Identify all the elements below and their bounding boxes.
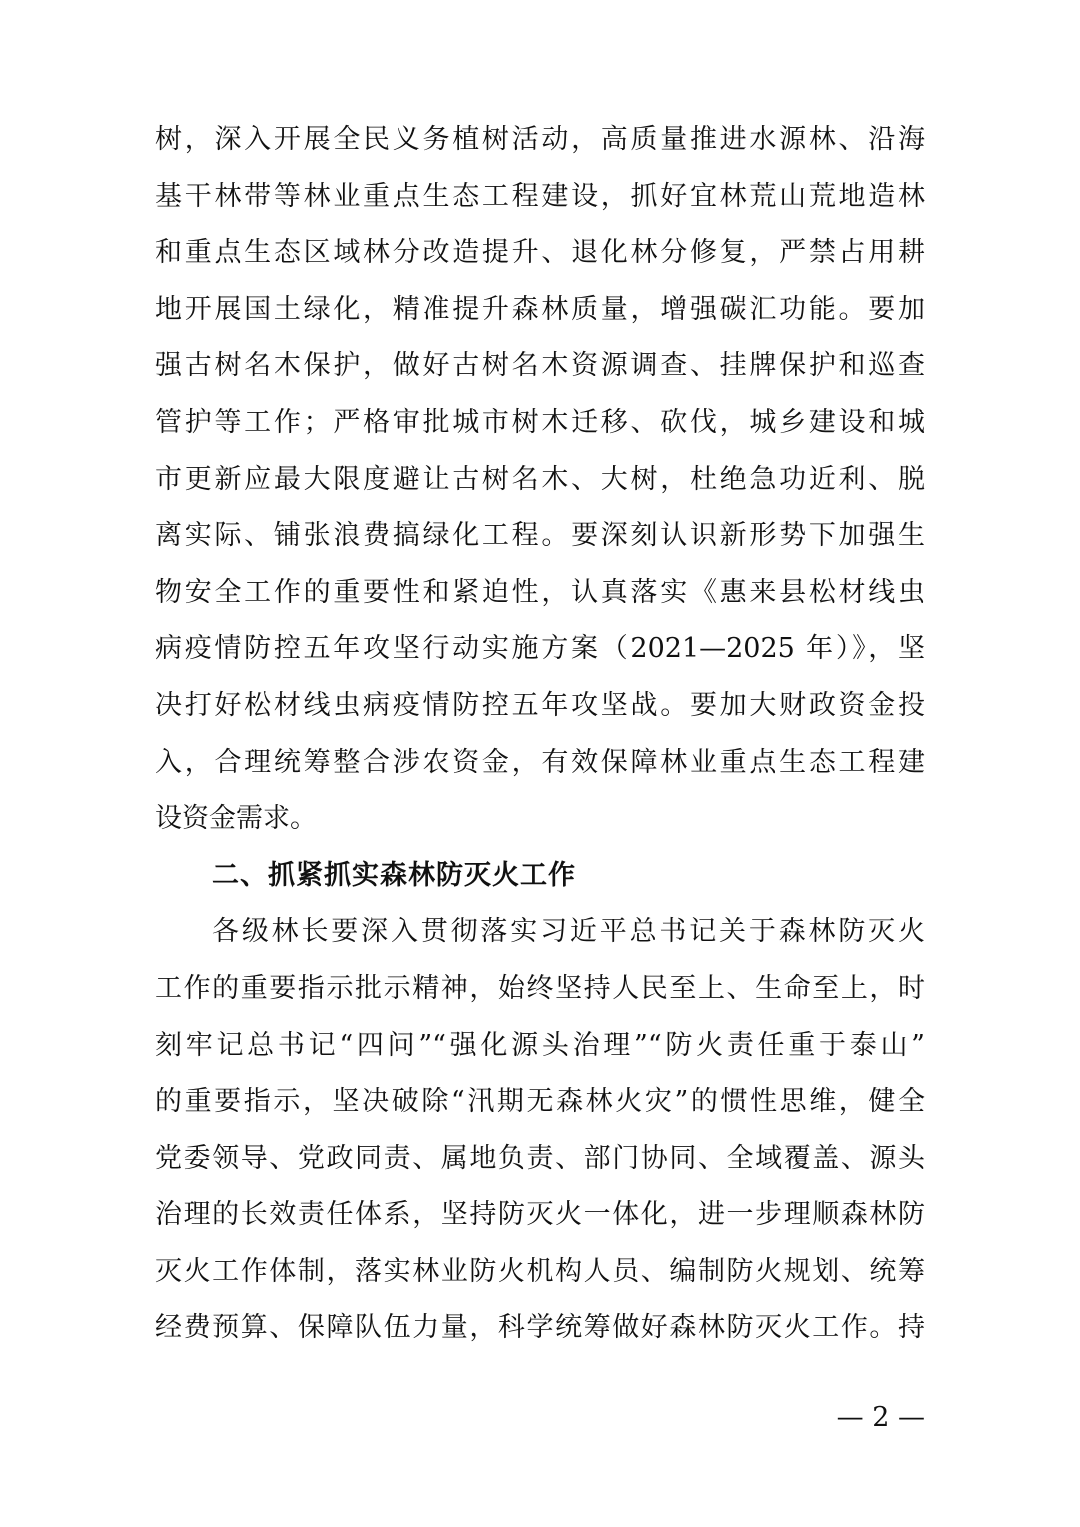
paragraph-1-line: 和重点生态区域林分改造提升、退化林分修复，严禁占用耕 bbox=[155, 237, 925, 269]
paragraph-2-line: 工作的重要指示批示精神，始终坚持人民至上、生命至上，时 bbox=[155, 972, 925, 1004]
paragraph-2-line: 的重要指示，坚决破除“汛期无森林火灾”的惯性思维，健全 bbox=[155, 1086, 925, 1118]
paragraph-2-line: 治理的长效责任体系，坚持防灭火一体化，进一步理顺森林防 bbox=[155, 1199, 925, 1231]
paragraph-2-line: 党委领导、党政同责、属地负责、部门协同、全域覆盖、源头 bbox=[155, 1142, 925, 1174]
paragraph-1-line: 离实际、铺张浪费搞绿化工程。要深刻认识新形势下加强生 bbox=[155, 520, 925, 552]
paragraph-1-line: 物安全工作的重要性和紧迫性，认真落实《惠来县松材线虫 bbox=[155, 576, 925, 608]
paragraph-2-line: 经费预算、保障队伍力量，科学统筹做好森林防灭火工作。持 bbox=[155, 1312, 925, 1344]
paragraph-2-line: 灭火工作体制，落实林业防火机构人员、编制防火规划、统筹 bbox=[155, 1255, 925, 1287]
body-text bbox=[155, 112, 925, 1357]
paragraph-2-first-line: 各级林长要深入贯彻落实习近平总书记关于森林防灭火 bbox=[212, 916, 925, 948]
paragraph-1-line: 管护等工作；严格审批城市树木迁移、砍伐，城乡建设和城 bbox=[155, 406, 925, 438]
page-number: — 2 — bbox=[836, 1402, 925, 1433]
paragraph-1-line: 病疫情防控五年攻坚行动实施方案（2021—2025 年）》，坚 bbox=[155, 633, 925, 665]
paragraph-1-line: 强古树名木保护，做好古树名木资源调查、挂牌保护和巡查 bbox=[155, 350, 925, 382]
paragraph-1-line: 树，深入开展全民义务植树活动，高质量推进水源林、沿海 bbox=[155, 124, 925, 155]
section-heading: 二、抓紧抓实森林防灭火工作 bbox=[212, 859, 576, 891]
paragraph-2-line: 刻牢记总书记“四问”“强化源头治理”“防火责任重于泰山” bbox=[155, 1029, 925, 1061]
paragraph-1-line: 地开展国土绿化，精准提升森林质量，增强碳汇功能。要加 bbox=[155, 293, 925, 325]
paragraph-1-line: 入，合理统筹整合涉农资金，有效保障林业重点生态工程建 bbox=[155, 746, 925, 778]
paragraph-1-line: 市更新应最大限度避让古树名木、大树，杜绝急功近利、脱 bbox=[155, 463, 925, 495]
paragraph-1-line: 决打好松材线虫病疫情防控五年攻坚战。要加大财政资金投 bbox=[155, 689, 925, 721]
paragraph-1-line: 基干林带等林业重点生态工程建设，抓好宜林荒山荒地造林 bbox=[155, 180, 925, 212]
paragraph-1-last-line: 设资金需求。 bbox=[155, 803, 317, 835]
